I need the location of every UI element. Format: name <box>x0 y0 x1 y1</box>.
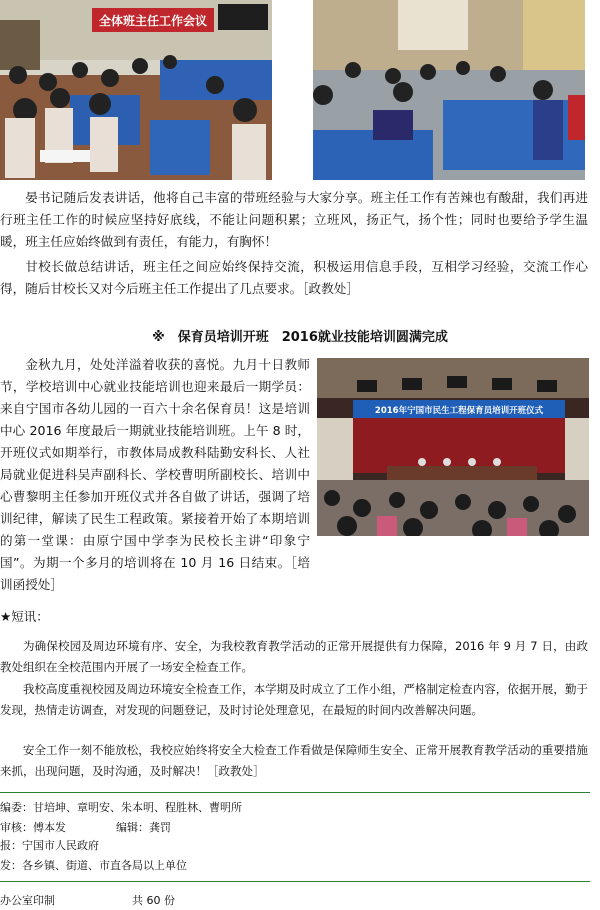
article2-text: 金秋九月，处处洋溢着收获的喜悦。九月十日教师节，学校培训中心就业技能培训也迎来最后一期学员：来自宁国市各幼儿园的一百六十余名保育员！这是培训中心 2016 年度最后一期就业技能培训班。上午 8 时，开班仪式如期举行，市教体局成教科陆勤安科长、人社局就业促进科吴声副科长、学校曹明所副校长、培训中心曹黎明主任参加开班仪式并各自做了讲话，强调了培训纪律，解读了民生工程政策。紧接着开始了本期培训的第一堂课：由原宁国中学李为民校长主讲“印象宁国”。为期一个多月的培训将在 10 月 16 日结束。［培训函授处］ <box>0 357 310 592</box>
brief-paragraph-3: 安全工作一刻不能放松，我校应始终将安全大检查工作看做是保障师生安全、正常开展教育教学活动的重要措施来抓，出现问题，及时沟通，及时解决！［政教处］ <box>0 743 588 778</box>
training-banner-text: 2016年宁国市民生工程保育员培训开班仪式 <box>374 406 544 416</box>
article1-paragraph-2: 甘校长做总结讲话，班主任之间应始终保持交流，积极运用信息手段，互相学习经验，交流工作心得，随后甘校长又对今后班主任工作提出了几点要求。［政教处］ <box>0 259 588 296</box>
footer-printer: 办公室印制 <box>0 894 55 907</box>
footer-divider-top <box>0 792 590 793</box>
footer-editors: 编委：甘培坤、章明安、朱本明、程胜林、曹明所 <box>0 801 242 814</box>
footer-editor: 编辑：龚罚 <box>116 821 171 834</box>
footer-divider-bottom <box>0 881 590 882</box>
meeting-banner-text: 全体班主任工作会议 <box>98 14 208 28</box>
footer-copies: 共 60 份 <box>132 894 175 907</box>
footer-report: 报：宁国市人民政府 <box>0 839 99 852</box>
brief-paragraph-1: 为确保校园及周边环境有序、安全，为我校教育教学活动的正常开展提供有力保障，2016 年 9 月 7 日，由政教处组织在全校范围内开展了一场安全检查工作。 <box>0 639 588 674</box>
footer-distribute: 发：各乡镇、街道、市直各局以上单位 <box>0 859 187 872</box>
article1-paragraph-1: 晏书记随后发表讲话，他将自己丰富的带班经验与大家分享。班主任工作有苦辣也有酸甜，我们再进行班主任工作的时候应坚持好底线，不能让问题积累；立班风，扬正气，扬个性；同时也要给予学生温暖，班主任应始终做到有责任，有能力，有胸怀！ <box>0 190 588 249</box>
brief-paragraph-2: 我校高度重视校园及周边环境安全检查工作，本学期及时成立了工作小组，严格制定检查内容，依据开展，勤于发现，热情走访调查，对发现的问题登记，及时讨论处理意见，在最短的时间内改善解决问题。 <box>0 682 588 717</box>
article2-title: ※ 保育员培训开班 2016就业技能培训圆满完成 <box>152 330 448 345</box>
meeting-photo-left <box>0 0 272 180</box>
brief-heading: ★短讯： <box>0 609 49 624</box>
footer-review: 审核：傅本发 <box>0 821 66 834</box>
training-photo <box>317 358 589 536</box>
meeting-photo-right <box>313 0 585 180</box>
